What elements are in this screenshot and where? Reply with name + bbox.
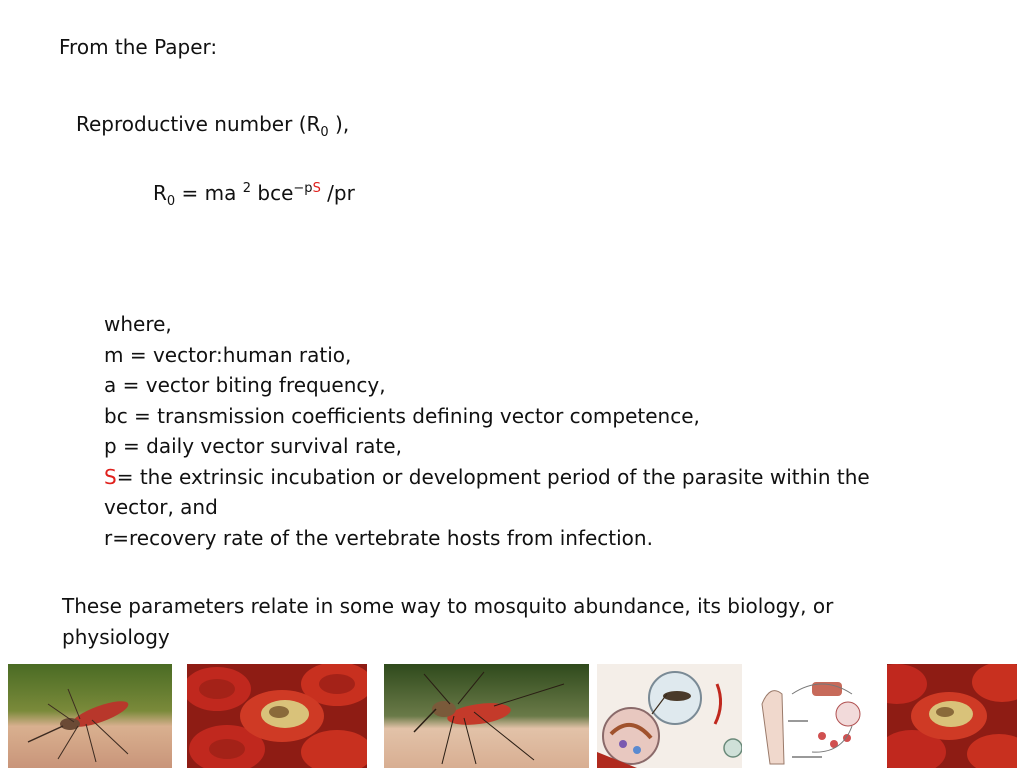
definitions-list: [104, 309, 944, 553]
r0-formula: [153, 178, 355, 212]
rn-text: Reproductive number (R: [76, 112, 321, 136]
red-blood-cells-parasite-illustration: [187, 664, 367, 768]
definition-p: p = daily vector survival rate,: [104, 434, 402, 458]
mosquito-on-skin-photo: [8, 664, 172, 768]
formula-lhs-subscript: 0: [166, 194, 176, 209]
formula-tail: /pr: [320, 181, 355, 205]
slide-heading: From the Paper:: [59, 35, 218, 59]
mosquito-feeding-photo: [384, 664, 589, 768]
definition-a: a = vector biting frequency,: [104, 373, 386, 397]
rn-suffix: ),: [328, 112, 350, 136]
definition-s-text: = the extrinsic incubation or development period of the parasite within the vector, and: [104, 464, 870, 519]
red-blood-cells-parasite-illustration: [887, 664, 1017, 768]
formula-exponent-p: −p: [293, 181, 313, 196]
formula-exponent-s: S: [312, 181, 321, 196]
definition-s: [104, 462, 944, 523]
reproductive-number-label: [76, 109, 349, 143]
definition-s-letter: S: [104, 464, 117, 489]
malaria-transmission-diagram: [597, 664, 742, 768]
parasite-life-cycle-diagram: [752, 664, 877, 768]
definition-bc: bc = transmission coefficients defining vector competence,: [104, 403, 700, 428]
formula-bce: bce: [251, 181, 294, 205]
definition-m: m = vector:human ratio,: [104, 342, 352, 367]
parameters-note: These parameters relate in some way to mosquito abundance, its biology, or physiology: [62, 594, 834, 649]
rn-subscript: 0: [320, 125, 329, 140]
definition-r: r=recovery rate of the vertebrate hosts from infection.: [104, 525, 653, 550]
definition-where: where,: [104, 312, 172, 336]
formula-exponent: [293, 181, 320, 196]
image-strip: [0, 664, 1024, 768]
formula-a-exponent: 2: [242, 181, 252, 196]
formula-lhs: R: [153, 181, 167, 205]
formula-eq: = ma: [175, 181, 243, 205]
